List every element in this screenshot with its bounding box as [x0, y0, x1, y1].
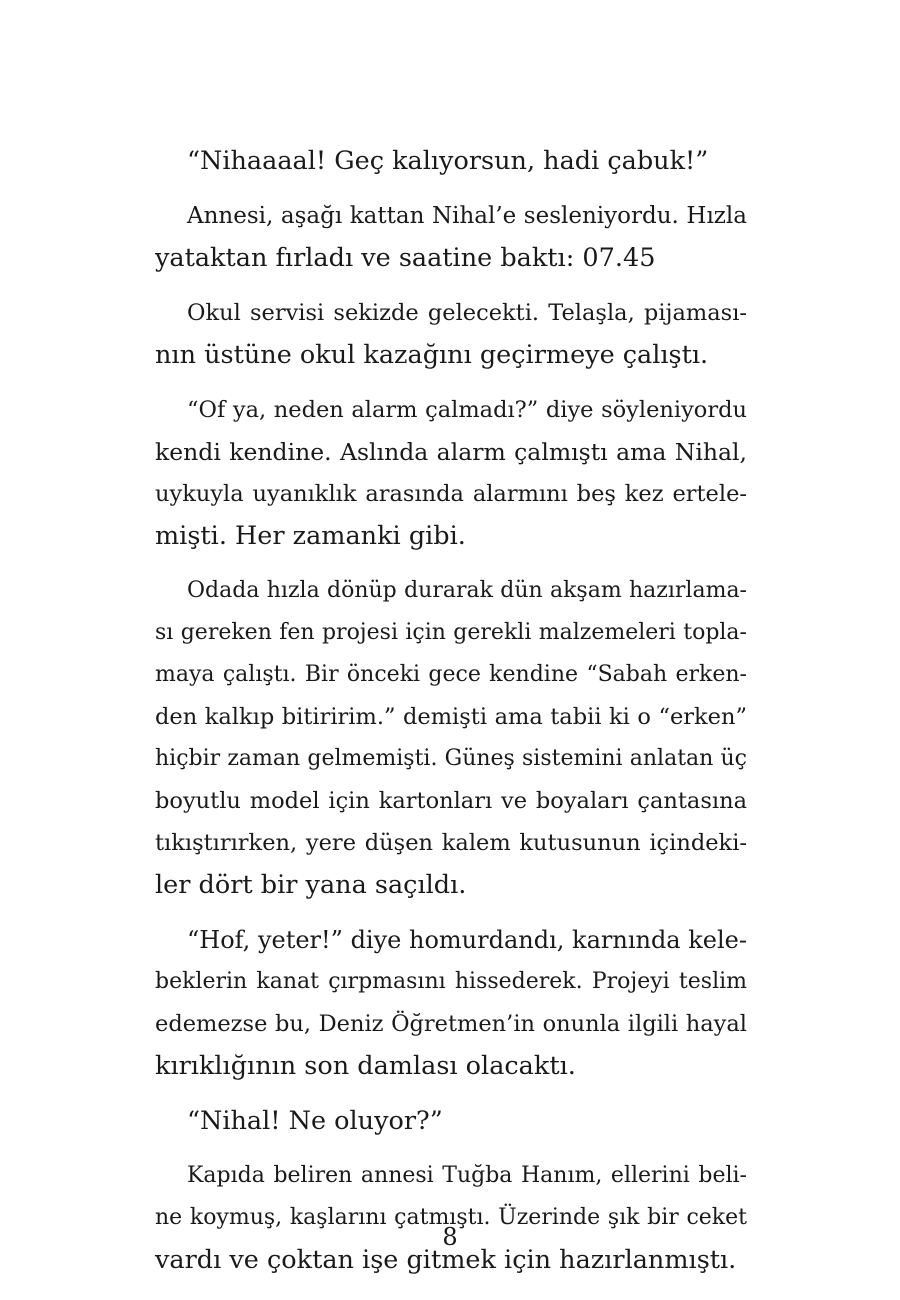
text-line: edemezse bu, Deniz Öğretmen’in onunla ilgili hayal [155, 1011, 747, 1037]
page-number: 8 [442, 1223, 458, 1251]
paragraph [155, 1155, 747, 1281]
text-line: vardı ve çoktan işe gitmek için hazırlanmıştı. [155, 1245, 737, 1275]
text-line: den kalkıp bitiririm.” demişti ama tabii ki o “erken” [155, 704, 747, 730]
body-text [155, 140, 747, 1294]
text-line: “Nihaaaal! Geç kalıyorsun, hadi çabuk!” [187, 146, 709, 176]
text-line: uykuyla uyanıklık arasında alarmını beş kez ertele- [155, 481, 747, 507]
text-line: Odada hızla dönüp durarak dün akşam hazırlama- [187, 578, 747, 603]
text-line: kendi kendine. Aslında alarm çalmıştı ama Nihal, [155, 438, 747, 466]
paragraph [155, 389, 747, 557]
paragraph [155, 195, 747, 279]
text-line: yataktan fırladı ve saatine baktı: 07.45 [155, 243, 656, 273]
paragraph [155, 919, 747, 1087]
text-line: maya çalıştı. Bir önceki gece kendine “Sabah erken- [155, 662, 747, 687]
text-line: hiçbir zaman gelmemişti. Güneş sistemini anlatan üç [155, 746, 747, 771]
text-line: nın üstüne okul kazağını geçirmeye çalıştı. [155, 340, 709, 370]
text-line: “Nihal! Ne oluyor?” [187, 1106, 443, 1136]
text-line: ne koymuş, kaşlarını çatmıştı. Üzerinde şık bir ceket [155, 1205, 747, 1230]
text-line: “Of ya, neden alarm çalmadı?” diye söyleniyordu [187, 397, 747, 423]
text-line: “Hof, yeter!” diye homurdandı, karnında kele- [187, 926, 747, 954]
text-line: beklerin kanat çırpmasını hissederek. Projeyi teslim [155, 969, 747, 994]
paragraph [155, 292, 747, 376]
paragraph [155, 1100, 747, 1142]
text-line: kırıklığının son damlası olacaktı. [155, 1051, 576, 1081]
text-line: tıkıştırırken, yere düşen kalem kutusunun içindeki- [155, 830, 747, 856]
paragraph [155, 570, 747, 906]
text-line: Annesi, aşağı kattan Nihal’e sesleniyordu. Hızla [187, 203, 747, 229]
paragraph [155, 140, 747, 182]
text-line: sı gereken fen projesi için gerekli malzemeleri topla- [155, 620, 747, 645]
text-line: Kapıda beliren annesi Tuğba Hanım, ellerini beli- [187, 1163, 747, 1188]
text-line: boyutlu model için kartonları ve boyaları çantasına [155, 788, 747, 814]
text-line: Okul servisi sekizde gelecekti. Telaşla, pijaması- [187, 300, 747, 326]
text-line: ler dört bir yana saçıldı. [155, 870, 467, 900]
text-line: mişti. Her zamanki gibi. [155, 521, 466, 551]
